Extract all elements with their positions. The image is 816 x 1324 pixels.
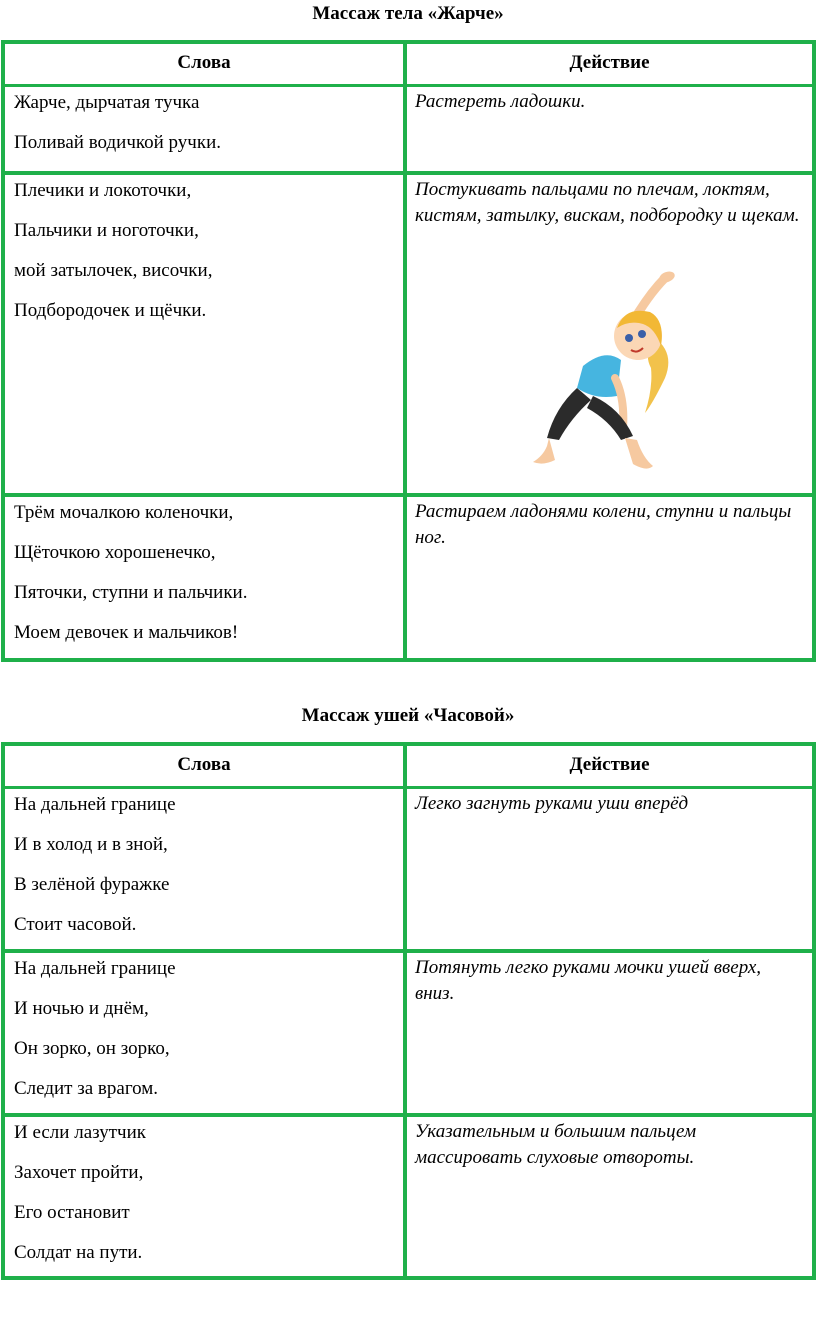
verse-line: Пальчики и ноготочки, (14, 220, 199, 241)
verse-line: Его остановит (14, 1202, 130, 1223)
verse-line: Солдат на пути. (14, 1242, 143, 1263)
verse-line: На дальней границе (14, 794, 176, 815)
table-row-words (5, 789, 403, 949)
table-row-action: Указательным и большим пальцем массировать слуховые отвороты. (407, 1117, 812, 1276)
words-column-header: Слова (5, 44, 403, 84)
action-column-header: Действие (407, 746, 812, 786)
verse-line: Плечики и локоточки, (14, 180, 192, 201)
table2-title: Массаж ушей «Часовой» (301, 705, 515, 726)
verse-line: В зелёной фуражке (14, 874, 170, 895)
table-row-action: Постукивать пальцами по плечам, локтям, кистям, затылку, вискам, подбородку и щекам. (415, 179, 800, 226)
verse-line: Трём мочалкою коленочки, (14, 502, 234, 523)
verse-line: И ночью и днём, (14, 998, 149, 1019)
verse-line: Следит за врагом. (14, 1078, 159, 1099)
verse-line: Подбородочек и щёчки. (14, 300, 207, 321)
verse-line: Он зорко, он зорко, (14, 1038, 170, 1059)
table-row-words (5, 953, 403, 1113)
table-row-action: Потянуть легко руками мочки ушей вверх, вниз. (407, 953, 812, 1113)
verse-line: И если лазутчик (14, 1122, 146, 1143)
verse-line: Пяточки, ступни и пальчики. (14, 582, 248, 603)
table-row-action: Растереть ладошки. (407, 87, 812, 171)
words-column-header: Слова (5, 746, 403, 786)
verse-line: Поливай водичкой ручки. (14, 132, 222, 153)
body-massage-table (1, 40, 816, 662)
stretching-girl-icon (525, 268, 685, 478)
verse-line: Жарче, дырчатая тучка (14, 92, 200, 113)
verse-line: Моем девочек и мальчиков! (14, 622, 239, 643)
table-row-action: Легко загнуть руками уши вперёд (407, 789, 812, 949)
table1-title: Массаж тела «Жарче» (312, 3, 504, 24)
table-row-words (5, 1117, 403, 1276)
verse-line: Стоит часовой. (14, 914, 137, 935)
verse-line: Щёточкою хорошенечко, (14, 542, 216, 563)
table-row-words (5, 87, 403, 171)
table-row-action: Растираем ладонями колени, ступни и пальцы ног. (407, 497, 812, 658)
action-column-header: Действие (407, 44, 812, 84)
verse-line: Захочет пройти, (14, 1162, 144, 1183)
ear-massage-table (1, 742, 816, 1280)
table-row-words (5, 497, 403, 658)
verse-line: мой затылочек, височки, (14, 260, 213, 281)
table-row-words (5, 175, 403, 493)
verse-line: На дальней границе (14, 958, 176, 979)
verse-line: И в холод и в зной, (14, 834, 168, 855)
